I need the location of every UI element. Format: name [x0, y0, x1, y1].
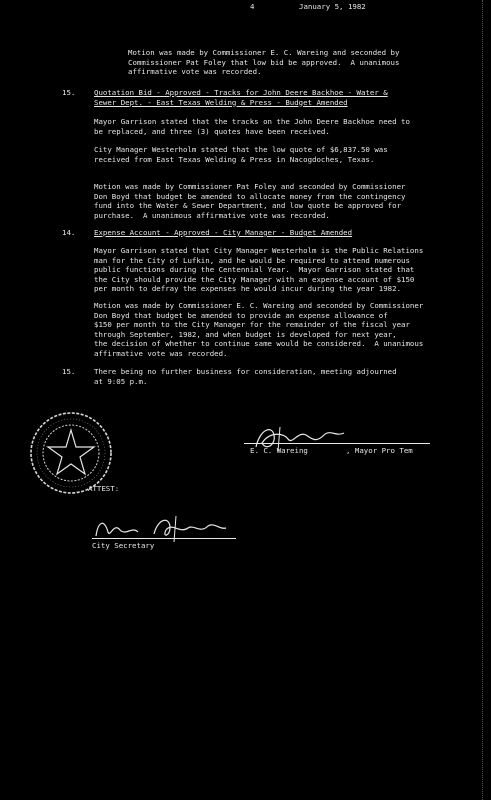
text-line: be replaced, and three (3) quotes have been received. [94, 126, 330, 136]
attest-label: ATTEST: [88, 484, 120, 493]
title-line: Sewer Dept. - East Texas Welding & Press - Budget Amended [94, 97, 348, 107]
secretary-signature [92, 512, 232, 544]
text-line: Motion was made by Commissioner E. C. Wareing and seconded by [128, 48, 400, 57]
text-line: through September, 1982, and when budget is developed for next year, [94, 329, 397, 339]
item-title [94, 88, 388, 107]
text-line: $150 per month to the City Manager for the remainder of the fiscal year [94, 320, 410, 330]
meeting-date: January 5, 1982 [299, 2, 366, 11]
title-line: Quotation Bid - Approved - Tracks for John Deere Backhoe - Water & [94, 88, 388, 97]
text-line: at 9:05 p.m. [94, 376, 148, 386]
text-line: man for the City of Lufkin, and he would be required to attend numerous [94, 255, 410, 265]
text-line: the decision of whether to continue same would be considered. A unanimous [94, 339, 424, 349]
text-line: affirmative vote was recorded. [128, 67, 262, 77]
text-line: the City should provide the City Manager with an expense account of $150 [94, 274, 415, 284]
carryover-motion [128, 48, 399, 77]
text-line: Mayor Garrison stated that the tracks on the John Deere Backhoe need to [94, 117, 410, 126]
item-number: 15. [62, 88, 76, 97]
signature-line [244, 443, 430, 444]
paragraph [94, 117, 410, 136]
text-line: purchase. A unanimous affirmative vote was recorded. [94, 210, 330, 220]
text-line: Mayor Garrison stated that City Manager Westerholm is the Public Relations [94, 246, 424, 255]
text-line: There being no further business for consideration, meeting adjourned [94, 367, 397, 376]
text-line: fund into the Water & Sewer Department, and low quote be approved for [94, 201, 402, 211]
paragraph [94, 246, 423, 294]
item-number: 14. [62, 228, 76, 237]
page-number: 4 [250, 2, 255, 11]
title-line: Expense Account - Approved - City Manager - Budget Amended [94, 228, 353, 237]
signer-title: , Mayor Pro Tem [346, 446, 413, 455]
item-number: 15. [62, 367, 76, 376]
secretary-label: City Secretary [92, 541, 155, 550]
text-line: Don Boyd that budget be amended to provide an expense allowance of [94, 310, 388, 320]
text-line: Motion was made by Commissioner Pat Foley and seconded by Commissioner [94, 182, 406, 191]
paragraph [94, 367, 397, 386]
text-line: per month to defray the expenses he would incur during the year 1982. [94, 284, 402, 294]
text-line: Don Boyd that budget be amended to allocate money from the contingency [94, 191, 406, 201]
paragraph [94, 182, 405, 220]
signer-name: E. C. Wareing [250, 446, 308, 455]
paragraph [94, 145, 388, 164]
text-line: Motion was made by Commissioner E. C. Wareing and seconded by Commissioner [94, 301, 424, 310]
item-title [94, 228, 352, 238]
signature-line [92, 538, 236, 539]
text-line: Commissioner Pat Foley that low bid be approved. A unanimous [128, 57, 400, 67]
text-line: affirmative vote was recorded. [94, 348, 228, 358]
text-line: public functions during the Centennial Year. Mayor Garrison stated that [94, 265, 415, 275]
text-line: City Manager Westerholm stated that the low quote of $6,837.50 was [94, 145, 388, 154]
text-line: received from East Texas Welding & Press in Nacogdoches, Texas. [94, 154, 375, 164]
paragraph [94, 301, 423, 359]
scan-edge [482, 0, 491, 800]
